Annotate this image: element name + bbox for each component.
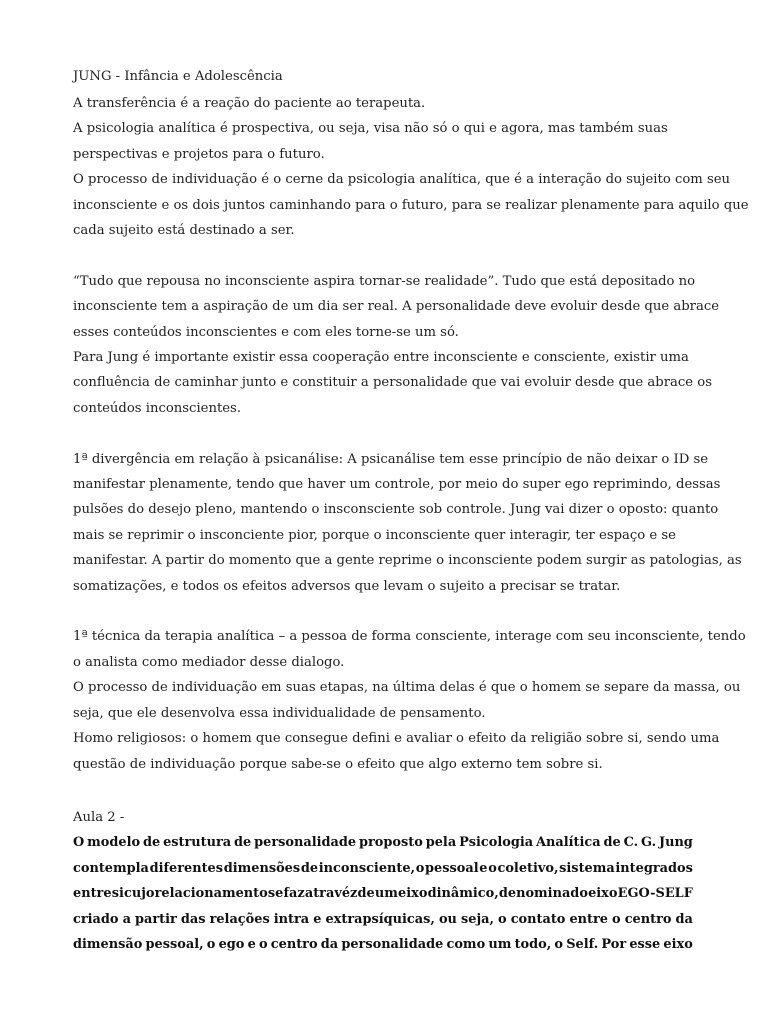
bold-word: pessoal xyxy=(425,860,479,876)
bold-word: um xyxy=(374,886,398,902)
text-line: questão de individuação porque sabe-se o efeito que algo externo tem sobre si. xyxy=(73,756,603,772)
bold-word: estrutura xyxy=(163,835,232,851)
bold-word: um xyxy=(488,936,512,952)
bold-line xyxy=(73,881,693,906)
bold-word: e xyxy=(479,860,488,876)
bold-word: EGO-SELF xyxy=(617,886,693,902)
bold-word: relacionamento xyxy=(154,886,268,902)
text-line: conteúdos inconscientes. xyxy=(73,400,242,416)
bold-word: entre xyxy=(73,886,112,902)
text-line: cada sujeito está destinado a ser. xyxy=(73,223,295,239)
paragraph-gap xyxy=(73,777,693,802)
bold-word: eixo xyxy=(663,936,693,952)
bold-word: C. xyxy=(623,835,639,851)
bold-word: ego xyxy=(218,936,245,952)
bold-word: todo, xyxy=(514,936,552,952)
bold-word: atravéz xyxy=(304,886,358,902)
bold-line xyxy=(73,907,693,932)
paragraph-gap xyxy=(73,421,693,446)
bold-word: si xyxy=(111,886,124,902)
bold-word: dinâmico, xyxy=(427,886,499,902)
bold-word: das xyxy=(180,911,206,927)
bold-word: pela xyxy=(425,835,457,851)
text-line: inconsciente e os dois juntos caminhando para o futuro, para se realizar plenamente para aquilo que xyxy=(73,197,749,213)
text-line: A transferência é a reação do paciente ao terapeuta. xyxy=(73,96,426,111)
paragraph-block-2 xyxy=(73,269,720,421)
text-line: perspectivas e projetos para o futuro. xyxy=(73,146,325,162)
bold-word: proposto xyxy=(359,835,423,851)
bold-word: faz xyxy=(283,886,305,902)
bold-word: pessoal, xyxy=(145,936,204,952)
bold-word: de xyxy=(142,835,161,851)
bold-word: e xyxy=(313,911,322,927)
paragraph-gap xyxy=(73,599,693,624)
paragraph-block-4 xyxy=(73,624,746,776)
text-line: esses conteúdos inconscientes e com eles torne-se um só. xyxy=(73,324,459,340)
bold-paragraph xyxy=(73,830,693,957)
bold-word: o xyxy=(498,911,507,927)
text-line: somatizações, e todos os efeitos adversos que levam o sujeito a precisar se tratar. xyxy=(73,578,621,594)
bold-word: modelo xyxy=(87,835,141,851)
bold-word: de xyxy=(234,835,252,851)
paragraph-block-1 xyxy=(73,91,749,243)
text-line: mais se reprimir o insconciente pior, porque o inconsciente quer interagir, ter espaço e se xyxy=(73,527,676,543)
text-line: seja, que ele desenvolva essa individualidade de pensamento. xyxy=(73,705,486,721)
bold-word: dimensões xyxy=(223,860,301,876)
bold-word: Self. xyxy=(566,936,599,952)
bold-word: dimensão xyxy=(73,936,143,952)
bold-word: O xyxy=(73,835,85,851)
paragraph-block-3 xyxy=(73,447,742,599)
bold-word: cujo xyxy=(124,886,155,902)
bold-word: e xyxy=(247,936,256,952)
bold-word: o xyxy=(488,860,497,876)
bold-word: intra xyxy=(273,911,310,927)
bold-word: centro xyxy=(624,911,672,927)
bold-word: contato xyxy=(510,911,566,927)
bold-word: diferentes xyxy=(149,860,224,876)
bold-word: Jung xyxy=(658,835,693,851)
bold-word: de xyxy=(603,835,621,851)
bold-word: centro xyxy=(270,936,318,952)
bold-word: o xyxy=(206,936,216,952)
bold-line xyxy=(73,932,693,957)
text-line: 1ª divergência em relação à psicanálise: A psicanálise tem esse princípio de não deixar o ID se xyxy=(73,451,709,467)
bold-word: o xyxy=(415,860,425,876)
text-line: “Tudo que repousa no inconsciente aspira tornar-se realidade”. Tudo que está depositado no xyxy=(73,273,696,289)
bold-word: seja, xyxy=(460,911,494,927)
bold-word: ou xyxy=(438,911,457,927)
bold-word: o xyxy=(259,936,268,952)
bold-word: de xyxy=(300,860,319,876)
text-line: pulsões do desejo pleno, mantendo o insconsciente sob controle. Jung vai dizer o oposto: quanto xyxy=(73,502,719,518)
bold-word: integrados xyxy=(615,860,693,876)
text-line: O processo de individuação em suas etapas, na última delas é que o homem se separe da massa, ou xyxy=(73,680,741,696)
bold-word: personalidade xyxy=(341,936,444,952)
bold-word: esse xyxy=(629,936,661,952)
bold-line xyxy=(73,830,693,855)
bold-word: da xyxy=(675,911,693,927)
bold-word: Psicologia xyxy=(459,835,534,851)
bold-word: criado xyxy=(73,911,119,927)
bold-word: a xyxy=(122,911,131,927)
text-line: O processo de individuação é o cerne da psicologia analítica, que é a interação do sujeito com seu xyxy=(73,172,731,188)
bold-word: partir xyxy=(135,911,177,927)
bold-word: denominado xyxy=(498,886,588,902)
bold-line xyxy=(73,856,693,881)
bold-word: inconsciente, xyxy=(318,860,416,876)
bold-word: sistema xyxy=(559,860,615,876)
bold-word: G. xyxy=(641,835,657,851)
text-line: o analista como mediador desse dialogo. xyxy=(73,654,345,670)
bold-word: Analítica xyxy=(536,835,601,851)
text-line: inconsciente tem a aspiração de um dia ser real. A personalidade deve evoluir desde que abrace xyxy=(73,299,720,315)
bold-word: Por xyxy=(601,936,627,952)
paragraph-gap xyxy=(73,243,693,268)
bold-word: se xyxy=(267,886,284,902)
bold-word: da xyxy=(320,936,339,952)
text-line: 1ª técnica da terapia analítica – a pessoa de forma consciente, interage com seu inconsciente, tendo xyxy=(73,629,746,645)
bold-word: o xyxy=(554,936,564,952)
text-line: Para Jung é importante existir essa cooperação entre inconsciente e consciente, existir uma xyxy=(73,350,689,366)
bold-word: relações xyxy=(209,911,270,927)
bold-word: contempla xyxy=(73,860,149,876)
document-page xyxy=(73,66,749,957)
text-line: Homo religiosos: o homem que consegue defini e avaliar o efeito da religião sobre si, sendo uma xyxy=(73,731,720,747)
bold-word: como xyxy=(446,936,486,952)
text-line: A psicologia analítica é prospectiva, ou seja, visa não só o qui e agora, mas também suas xyxy=(73,121,668,137)
bold-word: eixo xyxy=(588,886,618,902)
bold-word: eixo xyxy=(398,886,428,902)
bold-word: entre xyxy=(569,911,608,927)
text-line: confluência de caminhar junto e constituir a personalidade que vai evoluir desde que abrace os xyxy=(73,375,712,391)
section-heading: Aula 2 - xyxy=(73,810,125,826)
text-line: manifestar. A partir do momento que a gente reprime o inconsciente podem surgir as patologias, as xyxy=(73,553,742,569)
bold-word: coletivo, xyxy=(497,860,559,876)
bold-word: o xyxy=(612,911,621,927)
text-line: manifestar plenamente, tendo que haver um controle, por meio do super ego reprimindo, dessas xyxy=(73,477,721,493)
bold-word: de xyxy=(357,886,375,902)
document-title: JUNG - Infância e Adolescência xyxy=(73,69,283,84)
bold-word: extrapsíquicas, xyxy=(325,911,435,927)
bold-word: personalidade xyxy=(254,835,357,851)
